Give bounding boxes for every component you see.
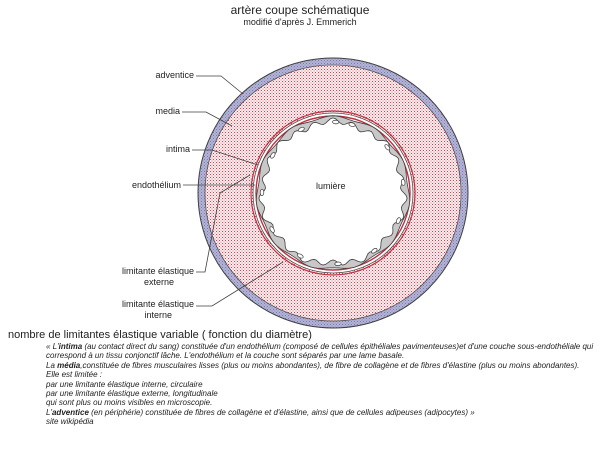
para-visibility: qui sont plus ou moins visibles en microscopie.: [46, 398, 213, 408]
label-limitante-externe: [122, 266, 194, 288]
label-limitante-externe-line2: externe: [143, 277, 174, 287]
para-media: La média,constituée de fibres musculaires lisses (plus ou moins abondantes), de fibre de collagène et de fibres d'élastine (plus ou moins abondantes). Elle est limitée :: [46, 360, 580, 380]
label-lumiere: lumière: [316, 181, 346, 191]
label-limitante-interne-line1: limitante élastique: [121, 299, 194, 309]
label-endothelium: endothélium: [131, 180, 181, 190]
label-limitante-interne: [122, 299, 194, 321]
endothelial-nucleus: [260, 189, 264, 195]
text-heading: nombre de limitantes élastique variable ( fonction du diamètre): [8, 329, 312, 341]
label-limitante-externe-line1: limitante élastique: [121, 266, 194, 276]
label-media: media: [155, 106, 180, 116]
term-media: média: [57, 360, 81, 370]
para-adventice: L'adventice (en périphérie) constituée de fibres de collagène et d'élastine, ainsi que de cellules adipeuses (adipocytes) »: [46, 407, 475, 417]
label-adventice: adventice: [155, 70, 194, 80]
diagram-subtitle: modifié d'après J. Emmerich: [243, 17, 357, 27]
label-limitante-interne-line2: interne: [144, 310, 172, 320]
para-limitante-externe: par une limitante élastique externe, longitudinale: [46, 389, 218, 399]
source-credit: site wikipédia: [46, 417, 94, 427]
endothelial-nucleus: [335, 262, 342, 266]
label-intima: intima: [165, 144, 190, 154]
term-adventice: adventice: [51, 407, 89, 417]
para-limitante-interne: par une limitante élastique interne, circulaire: [46, 379, 203, 389]
endothelial-nucleus: [332, 120, 339, 124]
intima-layer: [253, 113, 413, 273]
diagram-title: artère coupe schématique: [230, 3, 370, 17]
description-text: [46, 342, 594, 427]
term-intima: intima: [58, 342, 83, 351]
para-intima: « L'intima (au contact direct du sang) constituée d'un endothélium (composé de cellules épithéliales pavimenteuses)et d'une couche sous-endothéliale qui correspond à un tissu conjonctif lâche. L'endothélium et la couche sont séparés par une lame basale.: [46, 342, 594, 361]
